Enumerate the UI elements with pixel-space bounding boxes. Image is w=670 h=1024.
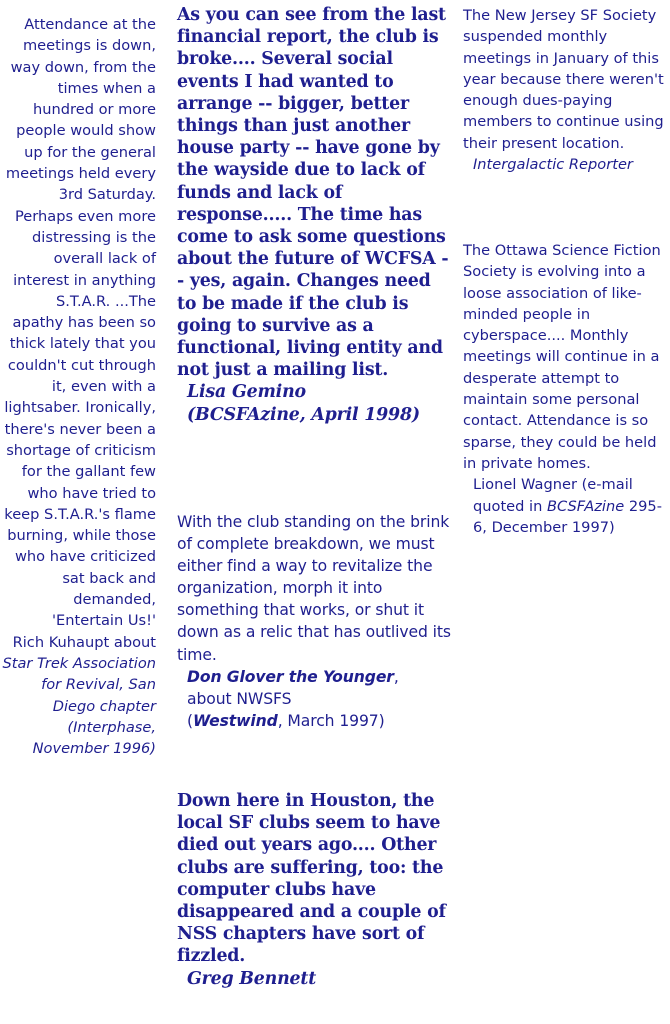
nwsfs-quote-author-line: Don Glover the Younger,	[187, 667, 399, 686]
ottawa-quote-publication: BCSFAzine	[547, 497, 625, 515]
njsf-quote	[463, 0, 668, 175]
wcfsa-quote-author: Lisa Gemino	[187, 382, 306, 403]
middle-column	[177, 0, 453, 989]
nwsfs-quote-about: about NWSFS	[187, 689, 292, 708]
star-quote-citation: (Interphase, November 1996)	[32, 718, 156, 758]
ottawa-quote-text: The Ottawa Science Fiction Society is evolving into a loose association of like-minded people in cyberspace.... Monthly meetings will continue in a desperate attempt to maintain some personal contact. Attendance is so sparse, they could be held in private homes.	[463, 242, 661, 472]
star-quote-text: Attendance at the meetings is down, way down, from the times when a hundred or more people would show up for the general meetings held every 3rd Saturday. Perhaps even more distressing is the overall lack of interest in anything S.T.A.R. ...The apathy has been so thick lately that you couldn't cut through it, even with a lightsaber. Ironically, there's never been a shortage of criticism for the gallant few who have tried to keep S.T.A.R.'s flame burning, while those who have criticized sat back and demanded, 'Entertain Us!'	[4, 16, 156, 630]
nwsfs-quote-publication: Westwind	[192, 711, 278, 730]
njsf-quote-source: Intergalactic Reporter	[473, 156, 633, 174]
wcfsa-quote-citation: (BCSFAzine, April 1998)	[187, 404, 420, 425]
left-column	[2, 0, 156, 759]
ottawa-quote-author: Lionel Wagner (e-mail quoted in	[473, 476, 633, 515]
houston-quote-text: Down here in Houston, the local SF clubs seem to have died out years ago.... Other clubs are suffering, too: the computer clubs have disappeared and a couple of NSS chapters have sort of fizzled.	[177, 791, 446, 967]
ottawa-quote-citation: Lionel Wagner (e-mail quoted in BCSFAzine 295-6, December 1997)	[473, 476, 662, 536]
wcfsa-quote-text: As you can see from the last financial report, the club is broke.... Several social events I had wanted to arrange -- bigger, better things than just another house party -- have gone by the wayside due to lack of funds and lack of response..... The time has come to ask some questions about the future of WCFSA -- yes, again. Changes need to be made if the club is going to survive as a functional, living entity and not just a mailing list.	[177, 5, 449, 381]
houston-quote-author: Greg Bennett	[187, 968, 317, 989]
nwsfs-quote-text: With the club standing on the brink of complete breakdown, we must either find a way to revitalize the organization, morph it into something that works, or shut it down as a relic that has outlived its time.	[177, 513, 451, 664]
nwsfs-quote	[177, 511, 453, 732]
houston-quote	[177, 790, 453, 990]
star-quote-about: about	[113, 633, 156, 651]
nwsfs-quote-citation: (Westwind, March 1997)	[187, 711, 385, 730]
star-quote-author: Rich Kuhaupt	[12, 633, 110, 651]
star-quote-source: Star Trek Association for Revival, San Diego chapter	[2, 654, 156, 715]
right-column	[463, 0, 668, 536]
njsf-quote-text: The New Jersey SF Society suspended monthly meetings in January of this year because there weren't enough dues-paying members to continue using their present location.	[463, 7, 664, 152]
star-quote-attribution	[2, 632, 156, 717]
nwsfs-quote-author: Don Glover the Younger	[187, 667, 394, 686]
ottawa-quote	[463, 240, 668, 538]
wcfsa-quote	[177, 0, 453, 426]
